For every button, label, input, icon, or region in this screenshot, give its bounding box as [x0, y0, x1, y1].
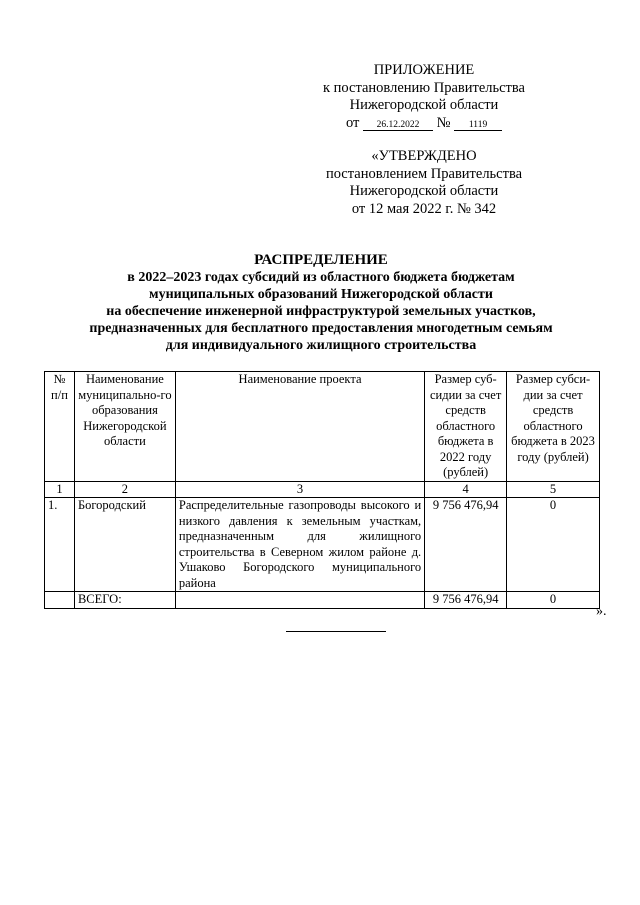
row-project: Распределительные газопроводы высокого и низкого давления к земельным участкам, предназначенным для жилищного строительства в Северном жилом районе д. Ушаково Богородского муниципального района: [175, 498, 424, 592]
from-label: от: [345, 114, 360, 131]
resolution-date: 26.12.2022: [363, 120, 433, 131]
appendix-date-line: [290, 115, 558, 133]
table-header-row: [45, 372, 600, 482]
row-num: 1.: [45, 498, 75, 592]
appendix-heading: ПРИЛОЖЕНИЕ: [373, 62, 475, 78]
number-label: №: [436, 114, 451, 131]
document-title: [60, 252, 582, 354]
header-municipality: Наименование муниципально-го образования Нижегородской области: [74, 372, 175, 482]
total-subsidy-2022: 9 756 476,94: [425, 592, 507, 609]
header-subsidy-2022: Размер суб-сидии за счет средств областного бюджета в 2022 году (рублей): [425, 372, 507, 482]
column-number: 5: [507, 481, 600, 498]
column-number-row: [45, 481, 600, 498]
approved-line3: от 12 мая 2022 г. № 342: [351, 200, 497, 217]
title-line1: РАСПРЕДЕЛЕНИЕ: [254, 252, 388, 268]
appendix-header: [290, 62, 558, 132]
appendix-line2: Нижегородской области: [349, 97, 499, 113]
closing-quote: ».: [596, 604, 607, 619]
approved-header: [290, 148, 558, 218]
row-subsidy-2022: 9 756 476,94: [425, 498, 507, 592]
header-project: Наименование проекта: [175, 372, 424, 482]
title-line3: муниципальных образований Нижегородской области: [149, 287, 493, 302]
title-line6: для индивидуального жилищного строительства: [165, 338, 477, 353]
column-number: 1: [45, 481, 75, 498]
title-line4: на обеспечение инженерной инфраструктурой земельных участков,: [106, 304, 536, 319]
distribution-table: [44, 371, 600, 609]
total-num: [45, 592, 75, 609]
column-number: 4: [425, 481, 507, 498]
table-row: [45, 498, 600, 592]
header-num: № п/п: [45, 372, 75, 482]
approved-line1: постановлением Правительства: [325, 165, 523, 182]
total-label: ВСЕГО:: [74, 592, 175, 609]
total-project: [175, 592, 424, 609]
approved-heading: «УТВЕРЖДЕНО: [371, 148, 477, 164]
resolution-number: 1119: [454, 120, 502, 131]
total-subsidy-2023: 0: [507, 592, 600, 609]
title-line2: в 2022–2023 годах субсидий из областного бюджета бюджетам: [127, 270, 515, 285]
appendix-line1: к постановлению Правительства: [323, 79, 525, 96]
total-row: [45, 592, 600, 609]
title-line5: предназначенных для бесплатного предоставления многодетным семьям: [89, 321, 553, 336]
column-number: 2: [74, 481, 175, 498]
column-number: 3: [175, 481, 424, 498]
header-subsidy-2023: Размер субси-дии за счет средств областного бюджета в 2023 году (рублей): [507, 372, 600, 482]
row-municipality: Богородский: [74, 498, 175, 592]
divider-line: [286, 631, 386, 632]
row-subsidy-2023: 0: [507, 498, 600, 592]
approved-line2: Нижегородской области: [349, 183, 499, 199]
